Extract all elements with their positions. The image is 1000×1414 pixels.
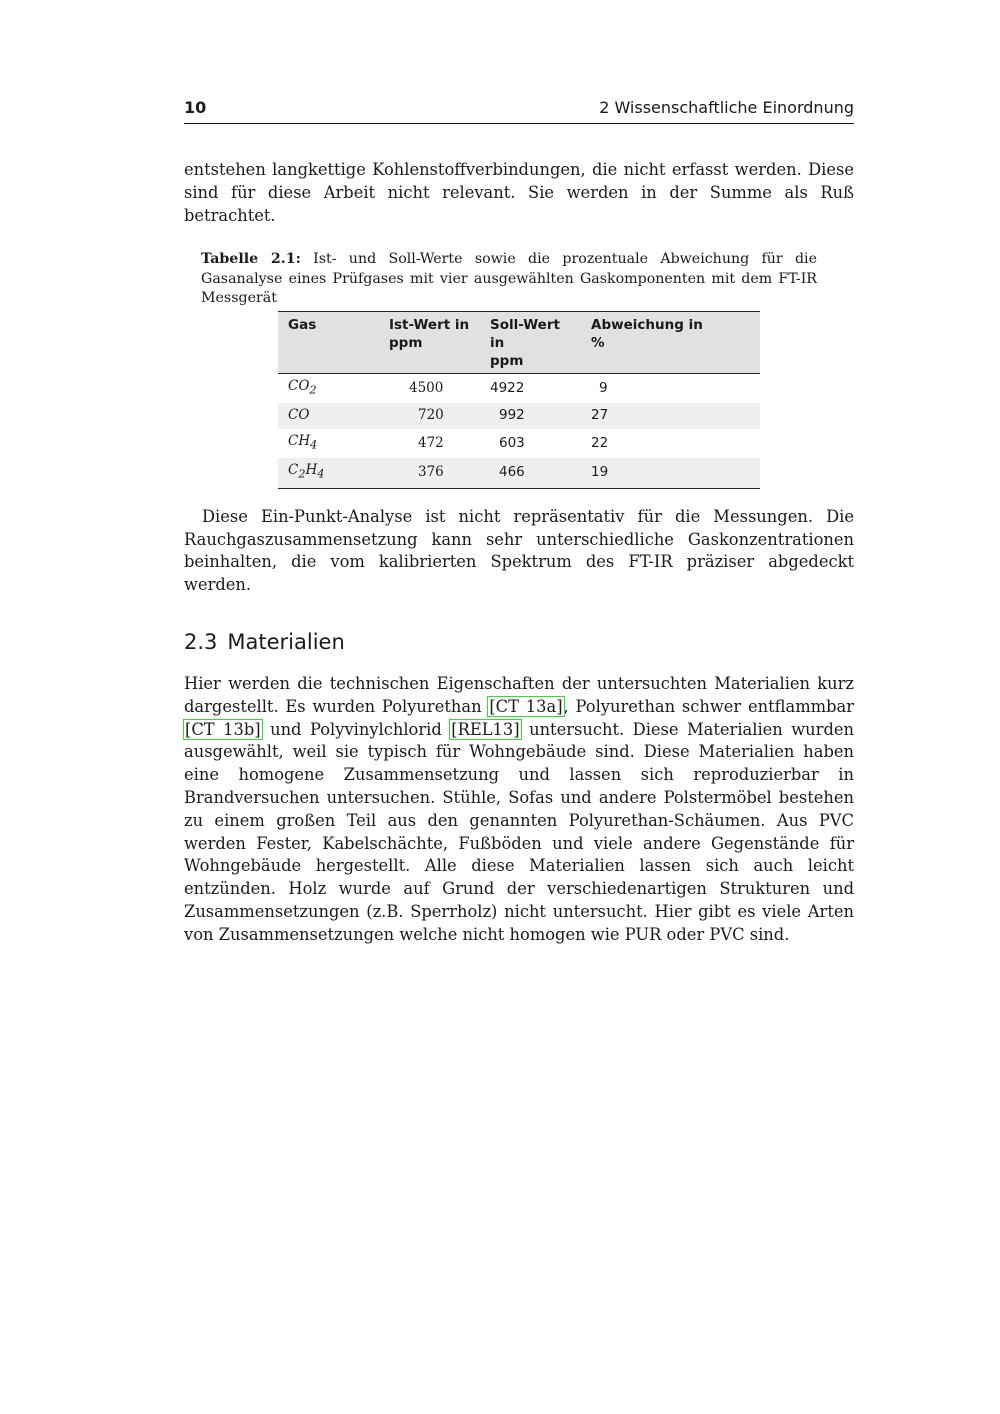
table-caption-text: Ist- und Soll-Werte sowie die prozentuale Abweichung für die Gasanalyse eines Prüfgases mit vier ausgewählten Gaskomponenten mit dem FT-IR Messgerät <box>201 251 817 307</box>
gas-analysis-table <box>278 311 760 489</box>
ist-value: 4500 <box>409 379 444 396</box>
header-abweichung: Abweichung in % <box>591 316 703 351</box>
deviation-value: 27 <box>591 407 609 424</box>
deviation-value: 22 <box>591 434 609 451</box>
header-soll-wert: Soll-Wert in ppm <box>490 316 560 369</box>
table-caption-label: Tabelle 2.1: <box>201 251 301 268</box>
page-number: 10 <box>184 98 207 117</box>
section-heading <box>184 627 854 657</box>
soll-value: 992 <box>499 407 525 424</box>
table-header-row <box>278 311 760 373</box>
gas-formula: $CO_2$ <box>288 377 317 397</box>
deviation-value: 9 <box>599 379 608 396</box>
header-gas: Gas <box>288 316 317 333</box>
header-ist-wert: Ist-Wert in ppm <box>389 316 470 351</box>
ist-value: 472 <box>418 434 444 451</box>
running-header <box>184 98 854 124</box>
soll-value: 466 <box>499 464 525 481</box>
analysis-paragraph: Diese Ein-Punkt-Analyse ist nicht repräsentativ für die Messungen. Die Rauchgaszusammensetzung kann sehr unterschiedliche Gaskonzentrationen beinhalten, die vom kalibrierten Spektrum des FT-IR präziser abgedeckt werden. <box>184 506 854 595</box>
deviation-value: 19 <box>591 464 609 481</box>
gas-formula: CO <box>288 407 310 424</box>
citation-link-ct13b[interactable]: [CT 13b] <box>185 719 261 739</box>
citation-link-rel13[interactable]: [REL13] <box>451 719 520 739</box>
table-caption <box>201 250 817 309</box>
section-number: 2.3 <box>184 629 218 654</box>
table-row <box>278 403 760 429</box>
table-row <box>278 458 760 488</box>
citation-link-ct13a[interactable]: [CT 13a] <box>489 696 563 716</box>
gas-formula: $C_2H_4$ <box>288 462 325 482</box>
table-row <box>278 429 760 458</box>
chapter-title: 2 Wissenschaftliche Einordnung <box>599 98 854 117</box>
materials-paragraph: Hier werden die technischen Eigenschaften der untersuchten Materialien kurz dargestellt. Es wurden Polyurethan [CT 13a], Polyurethan schwer entflammbar [CT 13b] und Polyvinylchlorid [REL13] untersucht. Diese Materialien wurden ausgewählt, weil sie typisch für Wohngebäude sind. Diese Materialien haben eine homogene Zusammensetzung und lassen sich reproduzierbar in Brandversuchen untersuchen. Stühle, Sofas und andere Polstermöbel bestehen zu einem großen Teil aus den genannten Polyurethan-Schäumen. Aus PVC werden Fester, Kabelschächte, Fußböden und viele andere Gegenstände für Wohngebäude hergestellt. Alle diese Materialien lassen sich auch leicht entzünden. Holz wurde auf Grund der verschiedenartigen Strukturen und Zusammensetzungen (z.B. Sperrholz) nicht untersucht. Hier gibt es viele Arten von Zusammensetzungen welche nicht homogen wie PUR oder PVC sind. <box>184 673 854 944</box>
soll-value: 603 <box>499 434 525 451</box>
table-row <box>278 373 760 403</box>
ist-value: 720 <box>418 407 444 424</box>
document-page <box>184 98 854 947</box>
ist-value: 376 <box>418 464 444 481</box>
intro-paragraph: entstehen langkettige Kohlenstoffverbindungen, die nicht erfasst werden. Diese sind für diese Arbeit nicht relevant. Sie werden in der Summe als Ruß betrachtet. <box>184 160 854 225</box>
soll-value: 4922 <box>490 379 525 396</box>
gas-formula: $CH_4$ <box>288 432 318 452</box>
section-title: Materialien <box>227 629 345 654</box>
